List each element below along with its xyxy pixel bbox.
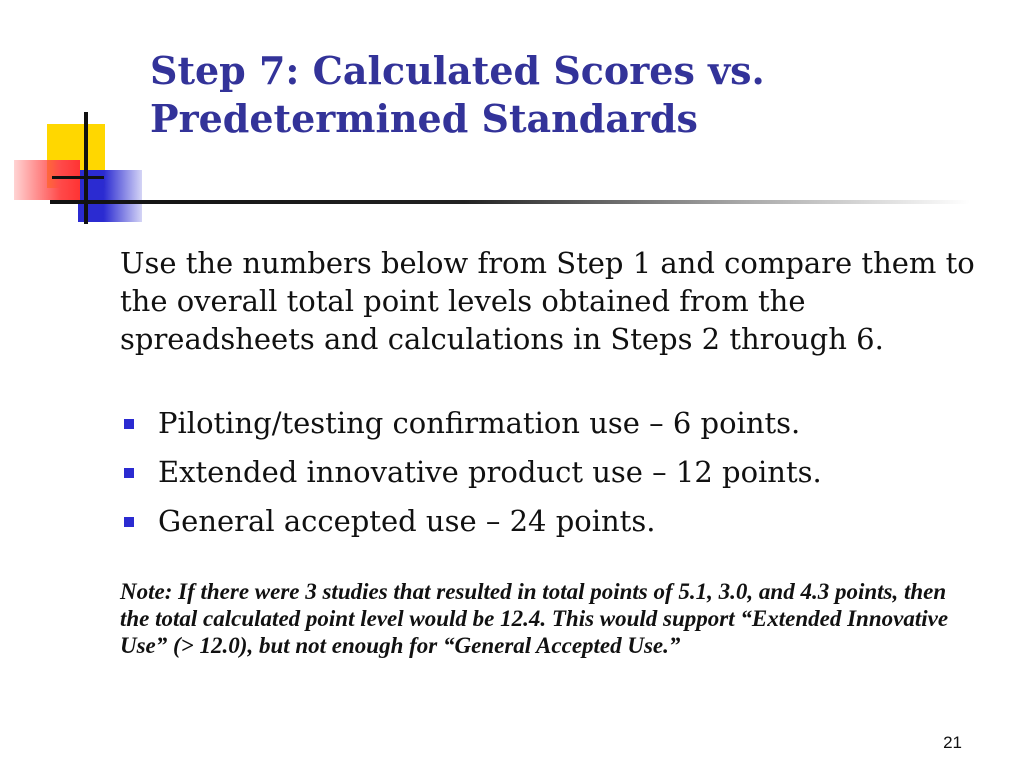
slide-title-line-2: Predetermined Standards [150, 96, 698, 141]
bullet-text: General accepted use – 24 points. [158, 504, 656, 538]
slide-title-line-1: Step 7: Calculated Scores vs. [150, 48, 765, 93]
square-bullet-icon [124, 468, 134, 478]
bullet-list [120, 404, 980, 551]
note-paragraph: Note: If there were 3 studies that resulted in total points of 5.1, 3.0, and 4.3 points, then the total calculated point level would be 12.4. This would support “Extended Innovative Use” (> 12.0), but not enough for “General Accepted Use.” [120, 579, 949, 658]
bullet-text: Piloting/testing confirmation use – 6 points. [158, 406, 801, 440]
square-bullet-icon [124, 419, 134, 429]
logo-short-horizontal-line [52, 176, 104, 179]
intro-paragraph: Use the numbers below from Step 1 and compare them to the overall total point levels obtained from the spreadsheets and calculations in Steps 2 through 6. [120, 246, 975, 356]
bullet-text: Extended innovative product use – 12 points. [158, 455, 822, 489]
logo-vertical-line [84, 112, 88, 224]
bullet-item [120, 453, 980, 491]
bullet-item [120, 404, 980, 442]
decorative-logo [0, 0, 160, 240]
logo-red-square [14, 160, 80, 200]
title-divider-line [50, 200, 970, 204]
bullet-item [120, 502, 980, 540]
page-number: 21 [943, 733, 962, 752]
square-bullet-icon [124, 517, 134, 527]
slide-title [150, 47, 980, 143]
